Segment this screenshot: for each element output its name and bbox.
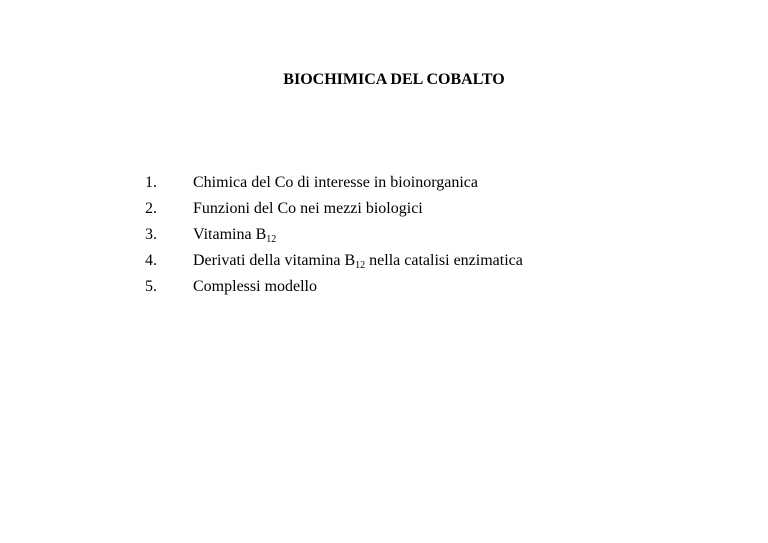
toc-item-number: 4. [145, 252, 157, 269]
toc-item-text: Complessi modello [193, 278, 317, 295]
toc-item-text [193, 250, 523, 272]
toc-item-text-rest: nella catalisi enzimatica [365, 252, 523, 269]
toc-item-text [193, 224, 276, 246]
page-title: BIOCHIMICA DEL COBALTO [283, 71, 505, 88]
toc-item-text-main: Derivati della vitamina B [193, 252, 356, 269]
toc-item-number: 1. [145, 174, 157, 191]
toc-item-number: 3. [145, 226, 157, 243]
toc-item-number: 2. [145, 200, 157, 217]
toc-item-number: 5. [145, 278, 157, 295]
toc-item-text-main: Vitamina B [193, 226, 267, 243]
toc-item-text: Chimica del Co di interesse in bioinorganica [193, 174, 478, 191]
toc-item-subscript: 12 [355, 260, 366, 271]
toc-item-text: Funzioni del Co nei mezzi biologici [193, 200, 423, 217]
toc-item-subscript: 12 [266, 234, 277, 245]
